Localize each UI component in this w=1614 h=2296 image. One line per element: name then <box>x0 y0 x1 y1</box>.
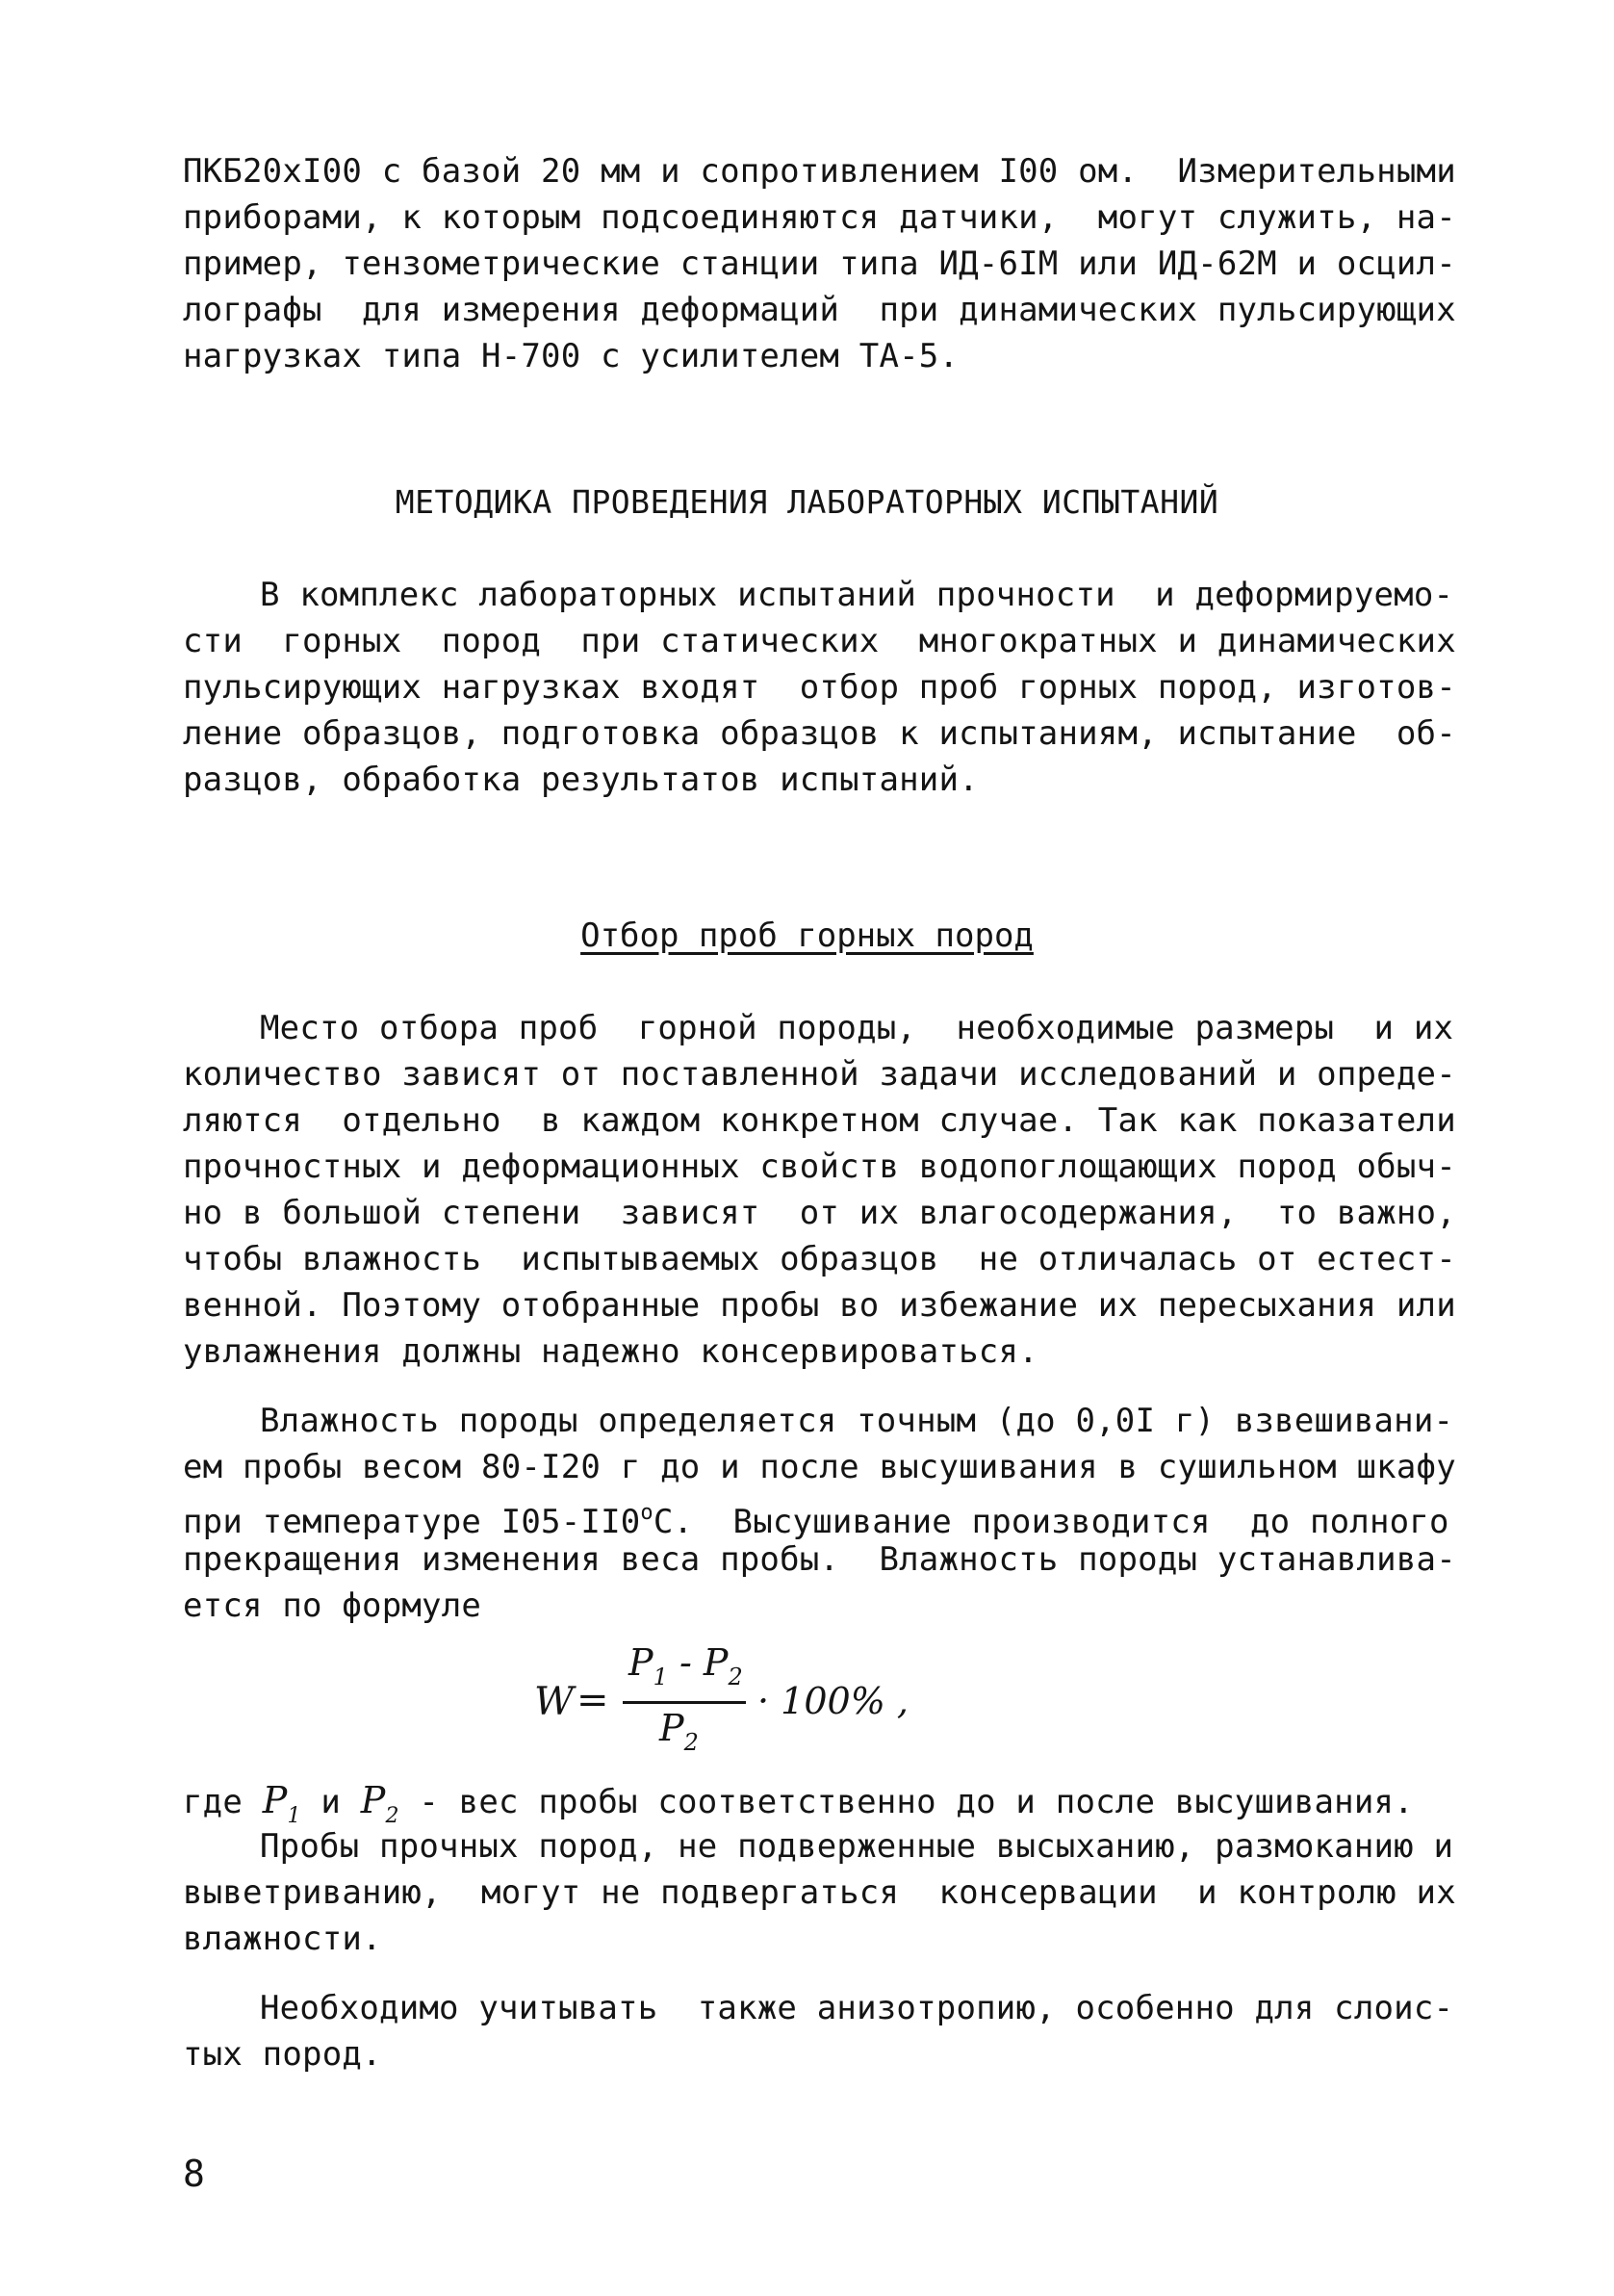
where-lead: где <box>183 1783 263 1821</box>
formula-lhs: W <box>534 1680 575 1724</box>
para3-line-3: влажности. <box>183 1920 382 1958</box>
para3-line-1: Пробы прочных пород, не подверженные высыханию, размоканию и <box>260 1827 1454 1866</box>
section-line-3: пульсирующих нагрузках входят отбор проб горных пород, изготов- <box>183 668 1456 707</box>
subheading <box>0 916 1614 955</box>
moisture-formula <box>534 1641 938 1757</box>
intro-line-1: ПКБ20хI00 с базой 20 мм и сопротивлением I00 ом. Измерительными <box>183 152 1456 191</box>
para2-line-3 <box>183 1494 1449 1541</box>
para4-line-1: Необходимо учитывать также анизотропию, особенно для слоис- <box>260 1989 1454 2027</box>
intro-line-3: пример, тензометрические станции типа ИД-6IМ или ИД-62М и осцил- <box>183 245 1456 283</box>
where-p2-sub: 2 <box>385 1804 399 1828</box>
formula-den-symbol: P <box>659 1707 684 1749</box>
formula-p2-sub: 2 <box>728 1664 743 1690</box>
para1-line-1: Место отбора проб горной породы, необходимые размеры и их <box>260 1009 1454 1047</box>
where-and: и <box>300 1783 361 1821</box>
formula-equals: = <box>576 1678 609 1722</box>
formula-minus: - <box>679 1641 692 1684</box>
intro-line-5: нагрузках типа Н-700 с усилителем ТА-5. <box>183 337 960 375</box>
para2-line-3-before: при температуре I05-II0 <box>183 1503 641 1541</box>
section-line-2: сти горных пород при статических многократных и динамических <box>183 622 1456 660</box>
page-number: 8 <box>183 2153 205 2195</box>
para2-line-2: ем пробы весом 80-I20 г до и после высушивания в сушильном шкафу <box>183 1448 1456 1486</box>
formula-p1-symbol: P <box>628 1641 653 1684</box>
subheading-text: Отбор проб горных пород <box>580 916 1034 955</box>
formula-denominator <box>659 1707 699 1756</box>
where-tail: - вес пробы соответственно до и после высушивания. <box>398 1783 1414 1821</box>
para1-line-7: венной. Поэтому отобранные пробы во избежание их пересыхания или <box>183 1286 1456 1325</box>
para1-line-4: прочностных и деформационных свойств водопоглощающих пород обыч- <box>183 1148 1456 1186</box>
where-p1-symbol: P <box>262 1779 288 1821</box>
para1-line-2: количество зависят от поставленной задачи исследований и опреде- <box>183 1055 1456 1094</box>
formula-numerator <box>628 1641 743 1690</box>
section-line-1: В комплекс лабораторных испытаний прочности и деформируемо- <box>260 576 1454 614</box>
degree-sign: o <box>640 1501 653 1525</box>
para1-line-8: увлажнения должны надежно консервироваться. <box>183 1332 1038 1371</box>
section-line-5: разцов, обработка результатов испытаний. <box>183 761 979 799</box>
para1-line-3: ляются отдельно в каждом конкретном случае. Так как показатели <box>183 1101 1456 1140</box>
formula-percent: · 100% , <box>757 1680 909 1722</box>
where-p2 <box>360 1779 399 1828</box>
para1-line-5: но в большой степени зависят от их влагосодержания, то важно, <box>183 1194 1456 1232</box>
where-p1-sub: 1 <box>287 1804 301 1828</box>
para2-line-5: ется по формуле <box>183 1587 482 1625</box>
para2-line-1: Влажность породы определяется точным (до 0,0I г) взвешивани- <box>260 1402 1454 1440</box>
intro-line-2: приборами, к которым подсоединяются датчики, могут служить, на- <box>183 198 1456 237</box>
intro-line-4: лографы для измерения деформаций при динамических пульсирующих <box>183 291 1456 329</box>
para2-line-4: прекращения изменения веса пробы. Влажность породы устанавлива- <box>183 1540 1456 1579</box>
para3-line-2: выветриванию, могут не подвергаться консервации и контролю их <box>183 1873 1456 1912</box>
para1-line-6: чтобы влажность испытываемых образцов не отличалась от естест- <box>183 1240 1456 1278</box>
formula-fraction-bar <box>623 1701 746 1704</box>
where-p2-symbol: P <box>360 1779 386 1821</box>
section-line-4: ление образцов, подготовка образцов к испытаниям, испытание об- <box>183 714 1456 753</box>
section-heading: МЕТОДИКА ПРОВЕДЕНИЯ ЛАБОРАТОРНЫХ ИСПЫТАНИЙ <box>395 483 1219 521</box>
para2-line-3-after: С. Высушивание производится до полного <box>653 1503 1449 1541</box>
where-p1 <box>262 1779 301 1828</box>
formula-p2-symbol: P <box>703 1641 729 1684</box>
formula-p1-sub: 1 <box>653 1664 668 1690</box>
formula-den-sub: 2 <box>683 1729 699 1756</box>
para4-line-2: тых пород. <box>183 2035 382 2074</box>
where-line <box>183 1779 1434 1828</box>
